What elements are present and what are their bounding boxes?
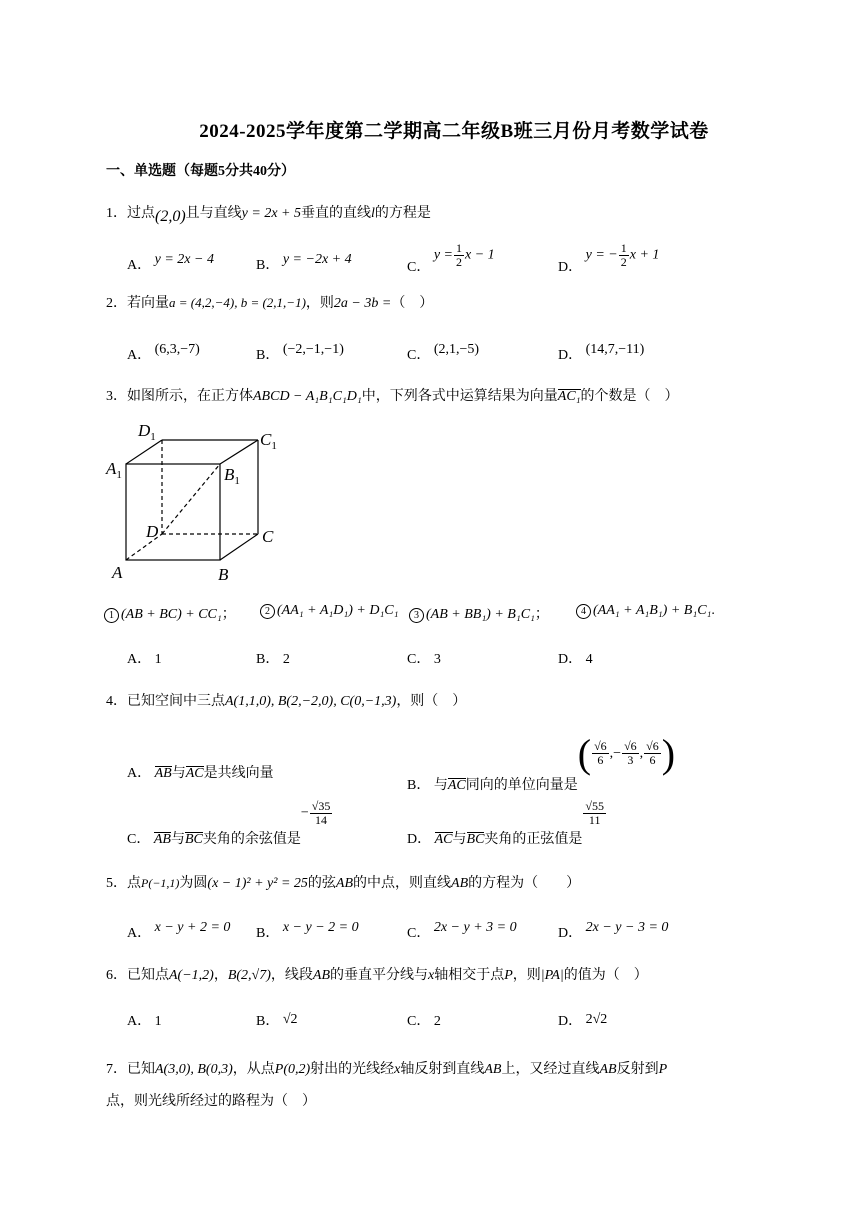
circled-number: 3 — [409, 608, 424, 623]
frac-den: 6 — [597, 753, 604, 768]
expression: (AB + BB₁) + B₁C₁ — [426, 607, 535, 622]
vertex-a1: $A_1$ — [106, 459, 122, 481]
option-label: C． — [407, 926, 431, 941]
fraction — [619, 242, 629, 269]
q2-expression: 2a − 3b = — [333, 296, 392, 311]
frac-den: 3 — [627, 753, 634, 768]
q6-x: x — [428, 968, 435, 983]
q7-number: 7． — [106, 1062, 127, 1077]
option-label: C． — [407, 259, 431, 275]
q1-text: 过点 — [127, 206, 155, 221]
q6-point-a: A(−1,2) — [169, 968, 214, 983]
q6-point-b: B(2,√7) — [227, 968, 271, 983]
q7-text: ，从点 — [232, 1062, 275, 1077]
q1-option-a[interactable] — [127, 254, 214, 274]
q5-text: 为圆 — [179, 876, 208, 891]
option-value: y = — [433, 247, 454, 263]
vertex-d1: $D_1$ — [138, 421, 156, 443]
frac-num: √55 — [585, 799, 604, 813]
option-value: (6,3,−7) — [154, 342, 200, 357]
option-text: 夹角的余弦值是 — [202, 831, 301, 847]
option-label: C． — [407, 1014, 431, 1029]
vertex-c: C — [262, 527, 274, 546]
q5-text: 的中点，则直线 — [353, 876, 452, 891]
q5-option-c[interactable] — [407, 916, 517, 941]
q5-text: 的弦 — [307, 876, 336, 891]
vector: BC — [466, 831, 485, 847]
q6-text: 的值为（ ） — [563, 968, 648, 983]
question-7 — [106, 1058, 667, 1078]
option-value: x − y + 2 = 0 — [154, 920, 231, 935]
q3-expression-3 — [409, 603, 549, 623]
vector: AC — [447, 778, 466, 793]
question-1 — [106, 202, 431, 226]
option-value: (2,1,−5) — [433, 342, 480, 357]
q1-l: l — [370, 206, 375, 221]
q3-text: 如图所示，在正方体 — [127, 389, 253, 404]
question-7-line-2: 点，则光线所经过的路程为（ ） — [106, 1094, 316, 1109]
q6-text: 已知点 — [127, 968, 169, 983]
question-5 — [106, 872, 580, 892]
q1-text: 且与直线 — [185, 206, 242, 221]
q4-text: 已知空间中三点 — [127, 694, 225, 709]
frac-num: √35 — [311, 799, 331, 813]
q6-option-a[interactable] — [127, 1010, 162, 1030]
option-label: A． — [127, 348, 152, 363]
q3-option-b[interactable] — [256, 648, 290, 668]
q4-points: A(1,1,0), B(2,−2,0), C(0,−1,3) — [225, 694, 397, 709]
cube-front-face — [126, 464, 220, 560]
separator: . — [711, 603, 715, 618]
q1-point: (2,0) — [155, 208, 186, 225]
q1-text: 垂直的直线 — [300, 206, 371, 221]
expression: (AB + BC) + CC₁ — [121, 607, 222, 622]
question-3 — [106, 385, 679, 405]
q1-option-b[interactable] — [256, 254, 352, 274]
q6-ab: AB — [312, 968, 330, 983]
q1-option-c[interactable] — [407, 241, 495, 275]
q6-text: 轴相交于点 — [434, 968, 505, 983]
q3-option-c[interactable] — [407, 648, 441, 668]
q2-option-c[interactable] — [407, 338, 480, 363]
q6-text: ， — [213, 968, 228, 983]
question-4 — [106, 690, 466, 710]
q7-ab: AB — [484, 1062, 502, 1077]
q2-text: （ ） — [391, 296, 434, 311]
expression: (AA₁ + A₁B₁) + B₁C₁ — [593, 603, 712, 618]
question-2 — [106, 292, 433, 312]
q5-text: 点 — [127, 876, 141, 891]
frac-den: 11 — [588, 813, 601, 827]
option-value: (−2,−1,−1) — [282, 342, 344, 357]
q6-option-b[interactable] — [256, 1008, 298, 1028]
q3-expression-4 — [576, 603, 715, 619]
option-value: (14,7,−11) — [585, 342, 645, 357]
cube-edge — [220, 440, 258, 464]
q2-option-a[interactable] — [127, 338, 200, 363]
option-value: 1 — [154, 652, 162, 667]
q5-option-d[interactable] — [558, 916, 669, 941]
q2-vectors: a = (4,2,−4), b = (2,1,−1) — [169, 295, 306, 310]
option-value: y = 2x − 4 — [154, 252, 214, 267]
vector: AC — [434, 831, 453, 847]
cube-figure — [104, 418, 294, 588]
q4-option-c[interactable] — [127, 799, 333, 847]
q7-x: x — [394, 1062, 401, 1077]
q7-text: 轴反射到直线 — [400, 1062, 485, 1077]
q3-number: 3． — [106, 389, 127, 404]
option-label: D． — [558, 348, 583, 363]
q7-ab: AB — [599, 1062, 617, 1077]
frac-den: 14 — [315, 813, 328, 827]
option-label: D． — [558, 259, 583, 275]
frac-den: 2 — [456, 255, 463, 269]
option-value: 3 — [433, 652, 441, 667]
option-label: C． — [127, 831, 151, 847]
option-value: 1 — [154, 1014, 162, 1029]
q2-option-d[interactable] — [558, 338, 645, 363]
q4-option-b[interactable] — [407, 730, 676, 793]
option-label: C． — [407, 348, 431, 363]
q3-cube: ABCD − A₁B₁C₁D₁ — [253, 389, 362, 404]
option-label: B． — [256, 926, 280, 941]
vertex-a: A — [112, 563, 123, 582]
q1-line: y = 2x + 5 — [241, 206, 301, 221]
q5-option-b[interactable] — [256, 916, 359, 941]
section-heading: 一、单选题（每题5分共40分） — [106, 164, 295, 179]
option-value: 2 — [282, 652, 290, 667]
q6-text: ，则 — [512, 968, 541, 983]
question-6 — [106, 964, 648, 984]
q3-vector: AC₁ — [557, 389, 581, 404]
q7-p: P — [658, 1062, 668, 1077]
option-label: A． — [127, 1014, 152, 1029]
separator: ,− — [609, 746, 622, 761]
frac-den: 6 — [649, 753, 656, 768]
option-text: 与 — [433, 778, 448, 793]
frac-num: √6 — [594, 739, 607, 754]
q2-text: ，则 — [305, 296, 334, 311]
q7-text: 上，又经过直线 — [501, 1062, 600, 1077]
q5-number: 5． — [106, 876, 127, 891]
q3-expression-1 — [104, 603, 236, 623]
cube-edge — [126, 440, 162, 464]
q6-text: ，线段 — [270, 968, 313, 983]
q6-pa: |PA| — [540, 968, 564, 983]
q7-text: 反射到 — [616, 1062, 659, 1077]
option-label: A． — [127, 926, 152, 941]
q5-ab: AB — [335, 876, 354, 891]
sign: − — [300, 805, 309, 821]
option-value: y = − — [585, 247, 618, 263]
option-text: 夹角的正弦值是 — [484, 831, 583, 847]
q3-text: 的个数是（ ） — [580, 389, 679, 404]
q6-number: 6． — [106, 968, 127, 983]
fraction — [592, 740, 609, 767]
page-title: 2024-2025学年度第二学期高二年级B班三月份月考数学试卷 — [199, 121, 709, 142]
cube-edge — [220, 534, 258, 560]
option-label: D． — [558, 652, 583, 667]
q4-option-a[interactable] — [127, 762, 274, 782]
separator: ； — [221, 607, 236, 622]
circled-number: 1 — [104, 608, 119, 623]
q7-text: 射出的光线经 — [310, 1062, 395, 1077]
q5-option-a[interactable] — [127, 916, 231, 941]
option-label: B． — [256, 1014, 280, 1029]
option-value: √2 — [282, 1012, 298, 1027]
option-value: x − y − 2 = 0 — [282, 920, 359, 935]
q1-text: 的方程是 — [374, 206, 431, 221]
q5-circle: (x − 1)² + y² = 25 — [207, 876, 308, 891]
option-value: 2 — [433, 1014, 441, 1029]
option-label: B． — [256, 652, 280, 667]
q5-ab: AB — [451, 876, 469, 891]
option-label: D． — [407, 831, 432, 847]
vertex-b1: $B_1$ — [224, 465, 240, 487]
paren-left: ( — [577, 731, 592, 776]
vector: BC — [184, 831, 203, 847]
q7-points: A(3,0), B(0,3) — [155, 1062, 233, 1077]
option-label: A． — [127, 652, 152, 667]
option-text: 与 — [171, 766, 186, 781]
option-text: 与 — [452, 831, 467, 847]
q6-option-c[interactable] — [407, 1010, 441, 1030]
expression: (AA₁ + A₁D₁) + D₁C₁ — [277, 603, 399, 618]
q4-number: 4． — [106, 694, 127, 709]
frac-num: 1 — [456, 241, 463, 255]
option-label: D． — [558, 926, 583, 941]
option-text: 是共线向量 — [203, 766, 274, 781]
vertex-c1: $C_1$ — [260, 430, 277, 452]
q7-point-p: P(0,2) — [274, 1062, 311, 1077]
q2-option-b[interactable] — [256, 338, 344, 363]
option-text: 与 — [170, 831, 185, 847]
q3-option-a[interactable] — [127, 648, 162, 668]
option-value: x − 1 — [465, 247, 495, 263]
q6-text: 的垂直平分线与 — [330, 968, 428, 983]
q3-expression-2 — [260, 603, 399, 619]
q5-text: 的方程为（ ） — [468, 876, 581, 891]
q3-text: 中，下列各式中运算结果为向量 — [361, 389, 558, 404]
q2-text: 若向量 — [127, 296, 169, 311]
vector: AB — [154, 766, 172, 781]
option-label: D． — [558, 1014, 583, 1029]
option-label: A． — [127, 258, 152, 273]
option-value: 4 — [585, 652, 593, 667]
option-value: y = −2x + 4 — [282, 252, 352, 267]
option-value: 2x − y − 3 = 0 — [585, 920, 669, 935]
option-label: C． — [407, 652, 431, 667]
separator: , — [639, 746, 644, 761]
q6-p: P — [504, 968, 513, 983]
q3-option-d[interactable] — [558, 648, 593, 668]
option-value: 2x − y + 3 = 0 — [433, 920, 517, 935]
vertex-d: D — [146, 522, 159, 541]
option-label: B． — [256, 348, 280, 363]
option-text: 同向的单位向量是 — [465, 778, 578, 793]
q4-option-d[interactable] — [407, 799, 607, 847]
q1-option-d[interactable] — [558, 241, 660, 275]
circled-number: 2 — [260, 604, 275, 619]
paren-right: ) — [661, 731, 676, 776]
frac-num: √6 — [646, 739, 659, 754]
q6-option-d[interactable] — [558, 1008, 607, 1028]
vertex-b: B — [218, 565, 229, 584]
fraction — [454, 242, 464, 269]
option-value: 2√2 — [585, 1012, 608, 1027]
vector: AC — [185, 766, 204, 781]
cube-diagonal — [162, 464, 220, 534]
vector: AB — [153, 831, 171, 847]
option-value: x + 1 — [629, 247, 660, 263]
fraction — [310, 800, 333, 827]
option-label: A． — [127, 766, 152, 781]
separator: ； — [534, 607, 549, 622]
frac-num: √6 — [624, 739, 637, 754]
q2-number: 2． — [106, 296, 127, 311]
q1-number: 1． — [106, 206, 127, 221]
q7-text: 已知 — [127, 1062, 155, 1077]
frac-den: 2 — [620, 255, 627, 269]
fraction — [644, 740, 661, 767]
circled-number: 4 — [576, 604, 591, 619]
fraction — [583, 800, 606, 827]
option-label: B． — [256, 258, 280, 273]
frac-num: 1 — [620, 241, 627, 255]
fraction — [622, 740, 639, 767]
q5-point: P(−1,1) — [141, 876, 180, 890]
q4-text: ，则（ ） — [396, 694, 467, 709]
option-label: B． — [407, 778, 431, 793]
